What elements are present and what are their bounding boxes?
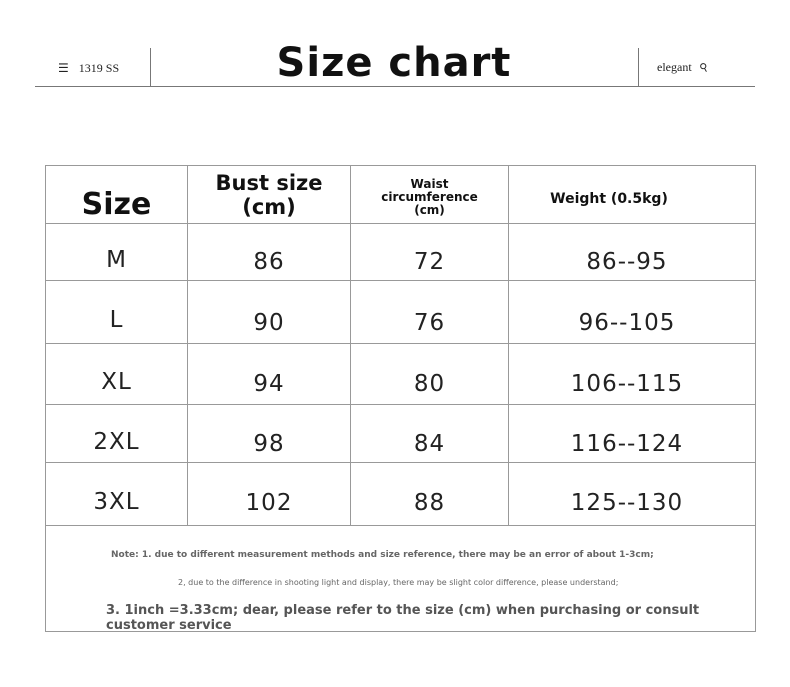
note-line-3: 3. 1inch =3.33cm; dear, please refer to the size (cm) when purchasing or consult customer service <box>106 603 700 633</box>
table-cell-weight: 86--95 <box>586 248 668 275</box>
note-line-1: Note: 1. due to different measurement methods and size reference, there may be an error of about 1-3cm; <box>111 550 654 560</box>
table-cell-bust: 98 <box>253 430 285 457</box>
brand-code: 1319 SS <box>78 61 120 75</box>
header-divider-right <box>638 48 639 86</box>
table-cell-waist: 88 <box>413 489 446 516</box>
page-title: Size chart <box>276 40 512 86</box>
table-cell-bust: 94 <box>253 370 285 397</box>
table-cell-weight: 116--124 <box>570 430 684 457</box>
table-cell-size: L <box>109 307 124 333</box>
header-waist: Waist circumference (cm) <box>381 176 478 217</box>
header-weight: Weight (0.5kg) <box>550 190 668 207</box>
table-cell-waist: 80 <box>413 370 446 397</box>
table-cell-size: M <box>106 247 127 273</box>
table-cell-size: XL <box>101 369 132 395</box>
menu-icon[interactable]: ☰ <box>58 61 69 75</box>
header-left <box>58 61 119 76</box>
search-icon[interactable]: ⚲ <box>697 60 711 76</box>
table-cell-weight: 125--130 <box>570 489 684 516</box>
table-cell-bust: 90 <box>253 309 285 336</box>
header-size: Size <box>81 187 152 222</box>
table-cell-waist: 84 <box>413 430 446 457</box>
header-underline <box>35 86 755 87</box>
style-label: elegant <box>657 60 692 74</box>
table-cell-weight: 106--115 <box>570 370 684 397</box>
size-table <box>45 165 756 632</box>
table-cell-weight: 96--105 <box>578 309 676 336</box>
table-cell-bust: 86 <box>253 248 285 275</box>
header-right <box>657 60 711 76</box>
table-cell-bust: 102 <box>245 489 293 516</box>
table-cell-size: 2XL <box>93 428 140 455</box>
note-line-2: 2, due to the difference in shooting light and display, there may be slight color difference, please understand; <box>178 578 619 587</box>
table-cell-waist: 72 <box>413 248 446 275</box>
header-bust: Bust size (cm) <box>215 170 323 219</box>
table-cell-size: 3XL <box>93 489 140 515</box>
table-cell-waist: 76 <box>413 309 446 336</box>
